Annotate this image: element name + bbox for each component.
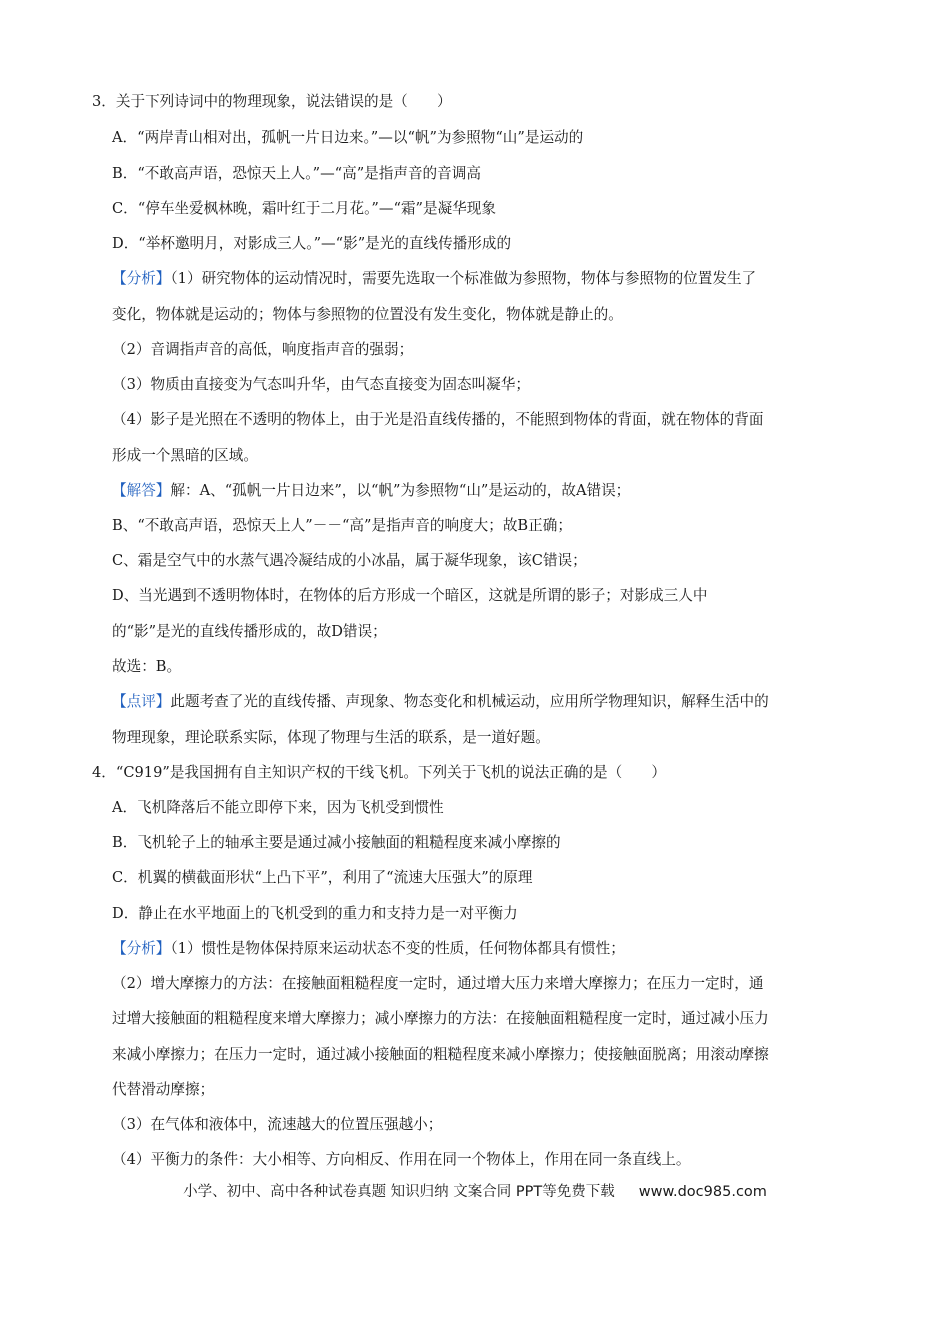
q4-analysis-line5: 代替滑动摩擦；: [112, 1081, 215, 1098]
q4-stem: 4．“C919”是我国拥有自主知识产权的干线飞机。下列关于飞机的说法正确的是（ ）: [92, 764, 667, 781]
q3-analysis-text1: （1）研究物体的运动情况时，需要先选取一个标准做为参照物，物体与参照物的位置发生了: [170, 270, 757, 287]
q3-analysis-line6: 形成一个黑暗的区域。: [112, 447, 258, 464]
q3-answer-line5: 的“影”是光的直线传播形成的，故D错误；: [112, 623, 387, 640]
q4-option-c: C．机翼的横截面形状“上凸下平”，利用了“流速大压强大”的原理: [112, 869, 533, 886]
q3-comment-tag: 【点评】: [112, 693, 171, 710]
q3-option-a: A．“两岸青山相对出，孤帆一片日边来。”—以“帆”为参照物“山”是运动的: [112, 129, 584, 146]
q4-analysis-line6: （3）在气体和液体中，流速越大的位置压强越小；: [112, 1116, 443, 1133]
q3-comment-text1: 此题考查了光的直线传播、声现象、物态变化和机械运动，应用所学物理知识，解释生活中的: [170, 693, 769, 710]
q4-analysis-line3: 过增大接触面的粗糙程度来增大摩擦力；减小摩擦力的方法：在接触面粗糙程度一定时，通过减小压力: [112, 1010, 769, 1027]
q4-option-a: A．飞机降落后不能立即停下来，因为飞机受到惯性: [112, 799, 444, 816]
q3-analysis-line4: （3）物质由直接变为气态叫升华，由气态直接变为固态叫凝华；: [112, 376, 530, 393]
q3-answer-text1: 解：A、“孤帆一片日边来”，以“帆”为参照物“山”是运动的，故A错误；: [170, 482, 631, 499]
q3-option-c: C．“停车坐爱枫林晚，霜叶红于二月花。”—“霜”是凝华现象: [112, 200, 496, 217]
q3-answer-line4: D、当光遇到不透明物体时，在物体的后方形成一个暗区，这就是所谓的影子；对影成三人中: [112, 587, 708, 604]
q3-analysis-tag: 【分析】: [112, 270, 171, 287]
q3-analysis-line3: （2）音调指声音的高低，响度指声音的强弱；: [112, 341, 414, 358]
q3-stem: 3．关于下列诗词中的物理现象，说法错误的是（ ）: [92, 93, 452, 110]
q3-answer-line2: B、“不敢高声语，恐惊天上人”－－“高”是指声音的响度大；故B正确；: [112, 517, 572, 534]
q3-analysis-line2: 变化，物体就是运动的；物体与参照物的位置没有发生变化，物体就是静止的。: [112, 306, 623, 323]
q4-option-b: B．飞机轮子上的轴承主要是通过减小接触面的粗糙程度来减小摩擦的: [112, 834, 561, 851]
q3-comment-line1: [112, 692, 769, 712]
q4-analysis-tag: 【分析】: [112, 940, 171, 957]
footer-text: 小学、初中、高中各种试卷真题 知识归纳 文案合同 PPT等免费下载: [183, 1184, 615, 1200]
q4-analysis-line7: （4）平衡力的条件：大小相等、方向相反、作用在同一个物体上，作用在同一条直线上。: [112, 1151, 691, 1168]
q4-option-d: D．静止在水平地面上的飞机受到的重力和支持力是一对平衡力: [112, 905, 518, 922]
q3-option-b: B．“不敢高声语，恐惊天上人。”—“高”是指声音的音调高: [112, 165, 481, 182]
q3-answer-choice: 故选：B。: [112, 658, 182, 675]
q3-analysis-line5: （4）影子是光照在不透明的物体上，由于光是沿直线传播的，不能照到物体的背面，就在物体的背面: [112, 411, 764, 428]
q3-analysis-line1: [112, 269, 756, 289]
q3-answer-tag: 【解答】: [112, 482, 171, 499]
footer-url[interactable]: www.doc985.com: [638, 1184, 767, 1200]
q4-analysis-text1: （1）惯性是物体保持原来运动状态不变的性质，任何物体都具有惯性；: [170, 940, 625, 957]
page-footer: [0, 1180, 950, 1201]
q3-option-d: D．“举杯邀明月，对影成三人。”—“影”是光的直线传播形成的: [112, 235, 512, 252]
q4-analysis-line2: （2）增大摩擦力的方法：在接触面粗糙程度一定时，通过增大压力来增大摩擦力；在压力一定时，通: [112, 975, 764, 992]
q3-answer-line3: C、霜是空气中的水蒸气遇冷凝结成的小冰晶，属于凝华现象，该C错误；: [112, 552, 587, 569]
q3-comment-line2: 物理现象，理论联系实际，体现了物理与生活的联系，是一道好题。: [112, 729, 550, 746]
q3-answer-line1: [112, 481, 630, 501]
q4-analysis-line1: [112, 939, 625, 959]
q4-analysis-line4: 来减小摩擦力；在压力一定时，通过减小接触面的粗糙程度来减小摩擦力；使接触面脱离；用滚动摩擦: [112, 1046, 769, 1063]
